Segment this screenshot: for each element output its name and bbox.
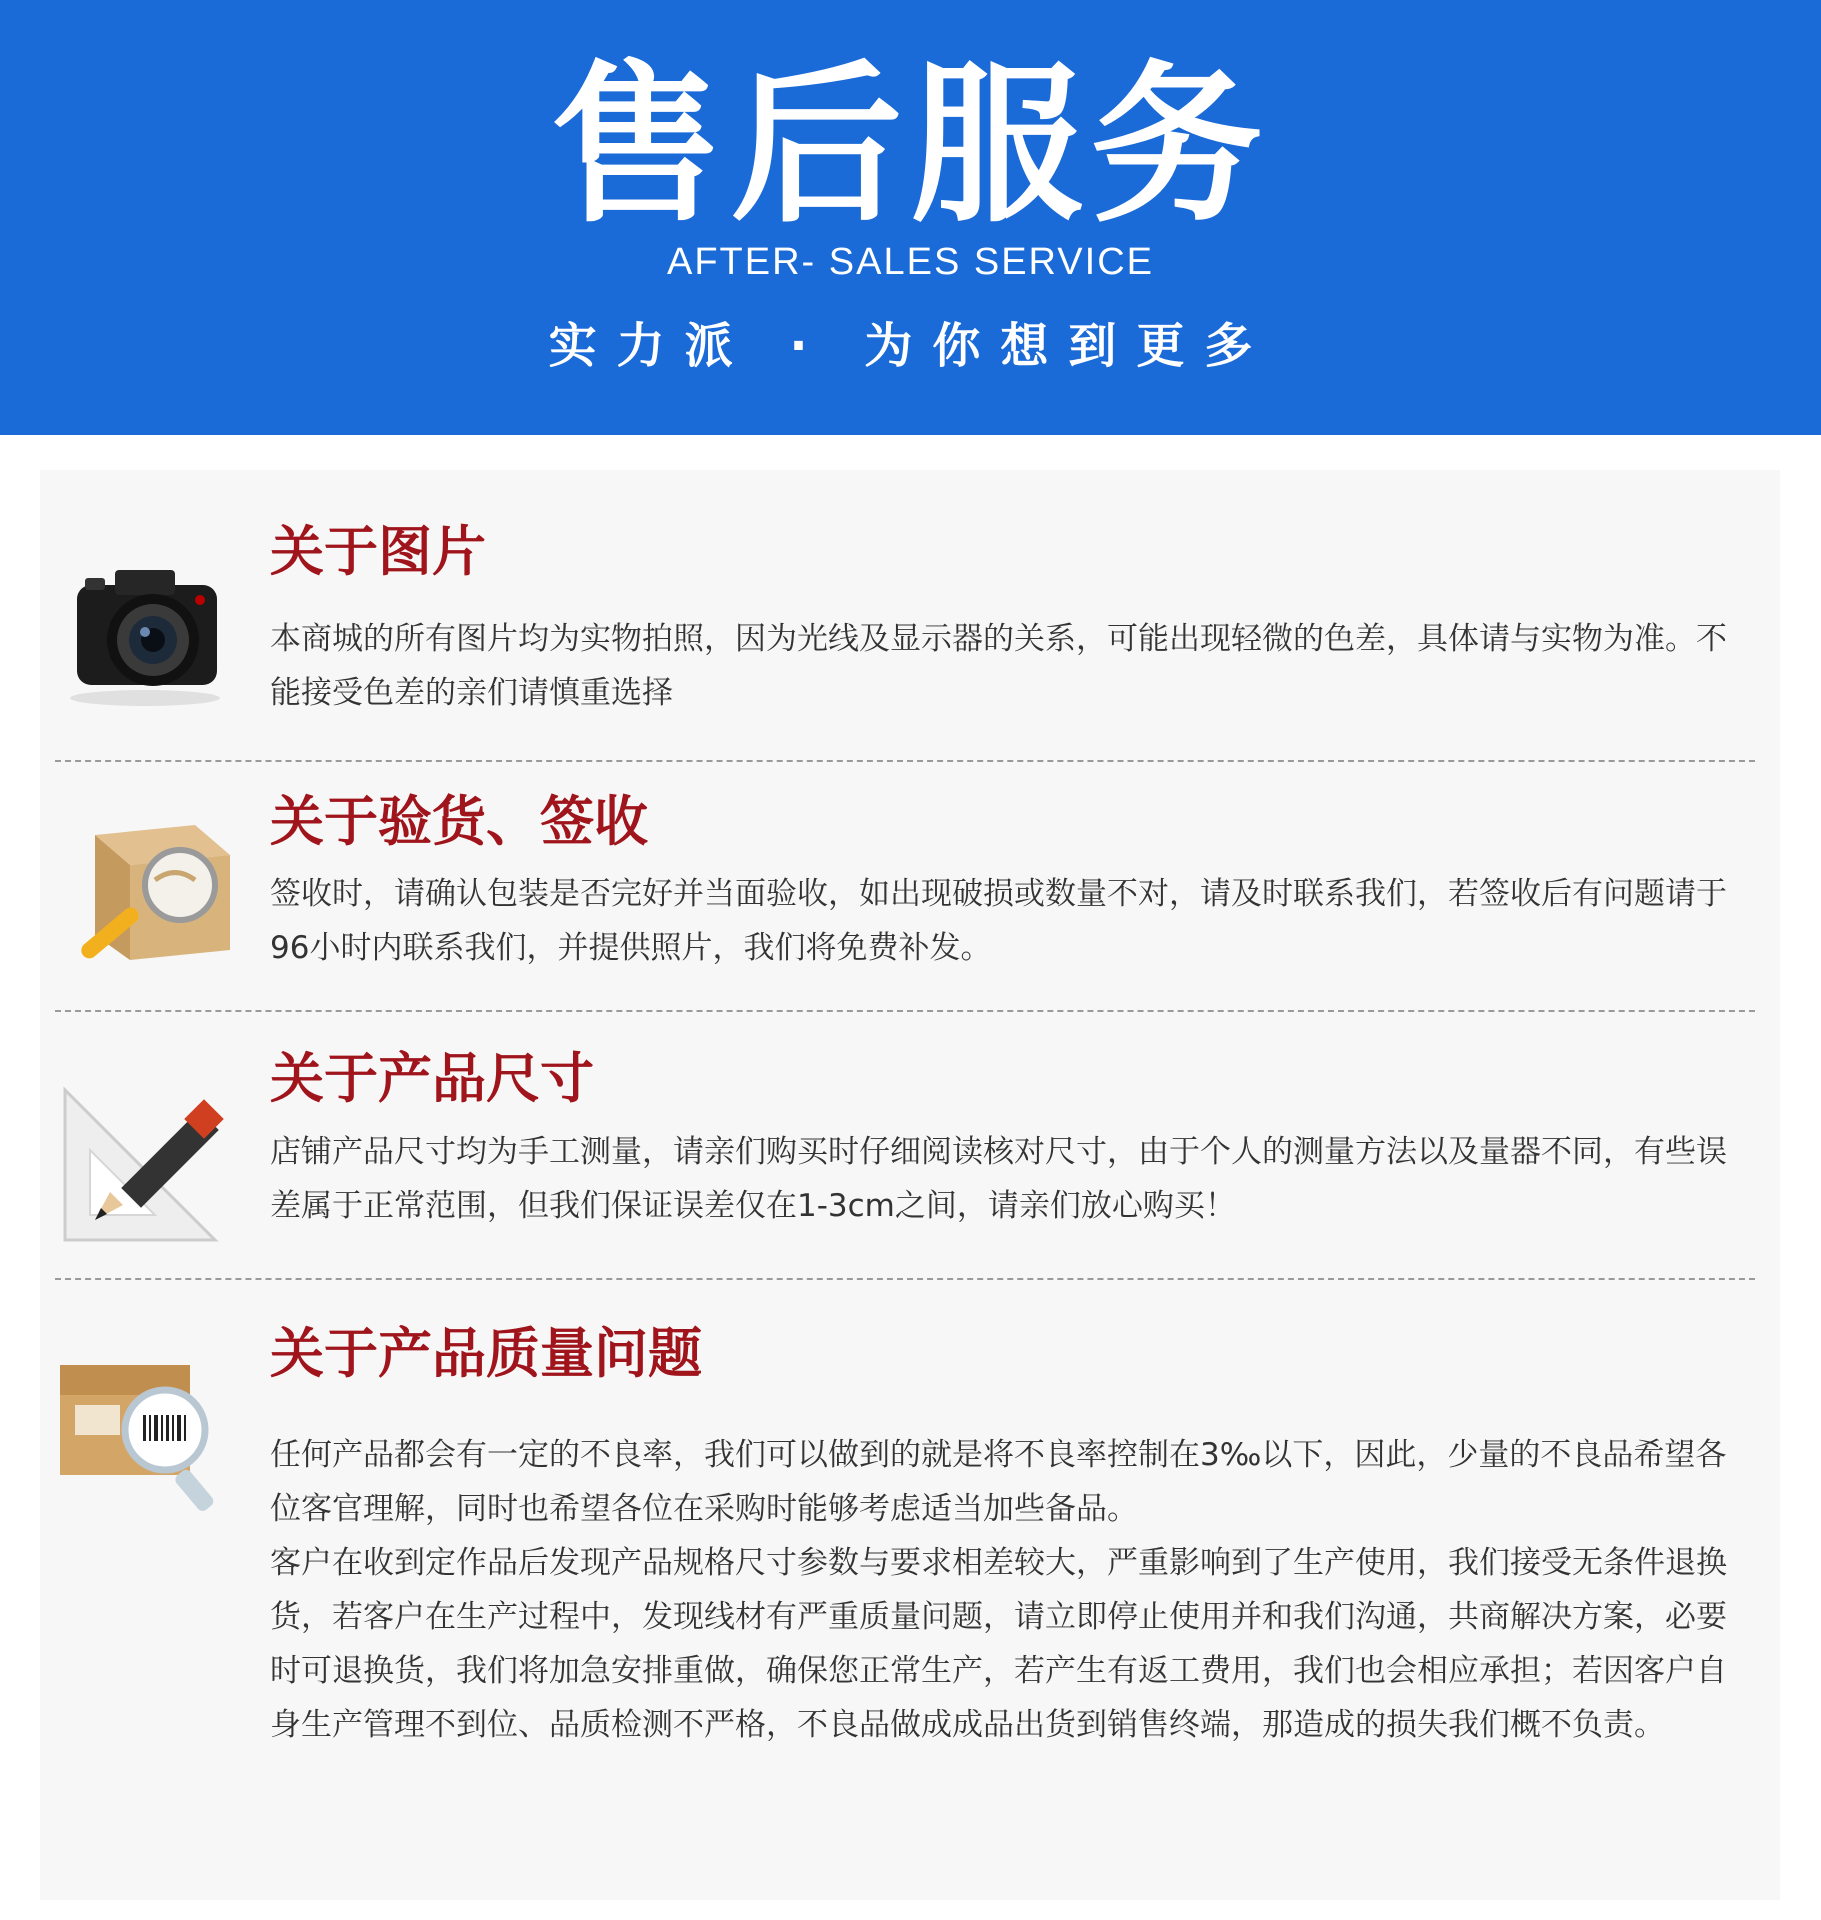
section-text: 店铺产品尺寸均为手工测量，请亲们购买时仔细阅读核对尺寸，由于个人的测量方法以及量器不同，有些误差属于正常范围，但我们保证误差仅在1-3cm之间，请亲们放心购买！: [270, 1134, 1727, 1224]
banner-slogan: 实力派 · 为你想到更多: [548, 318, 1273, 374]
package-inspect-icon: [55, 810, 235, 980]
section-inspection: [55, 770, 1755, 1005]
banner-title: 售后服务: [550, 43, 1271, 246]
section-text: 签收时，请确认包装是否完好并当面验收，如出现破损或数量不对，请及时联系我们，若签收后有问题请于96小时内联系我们，并提供照片，我们将免费补发。: [270, 876, 1727, 966]
header-banner: [0, 0, 1821, 435]
section-divider: [55, 1010, 1755, 1012]
section-text: 本商城的所有图片均为实物拍照，因为光线及显示器的关系，可能出现轻微的色差，具体请与实物为准。不能接受色差的亲们请慎重选择: [270, 621, 1727, 711]
camera-icon: [55, 540, 235, 710]
section-title: 关于验货、签收: [270, 790, 648, 853]
section-title: 关于图片: [270, 520, 486, 583]
section-text: 客户在收到定作品后发现产品规格尺寸参数与要求相差较大，严重影响到了生产使用，我们接受无条件退换货，若客户在生产过程中，发现线材有严重质量问题，请立即停止使用并和我们沟通，共商解决方案，必要时可退换货，我们将加急安排重做，确保您正常生产，若产生有返工费用，我们也会相应承担；若因客户自身生产管理不到位、品质检测不严格，不良品做成成品出货到销售终端，那造成的损失我们概不负责。: [270, 1545, 1727, 1743]
barcode-scan-icon: [55, 1350, 235, 1520]
section-text: 任何产品都会有一定的不良率，我们可以做到的就是将不良率控制在3‰以下，因此，少量的不良品希望各位客官理解，同时也希望各位在采购时能够考虑适当加些备品。: [270, 1437, 1727, 1527]
section-title: 关于产品尺寸: [270, 1047, 594, 1110]
section-divider: [55, 760, 1755, 762]
banner-subtitle: AFTER- SALES SERVICE: [667, 241, 1154, 283]
section-photos: [55, 500, 1755, 750]
section-divider: [55, 1278, 1755, 1280]
ruler-pencil-icon: [55, 1080, 235, 1250]
section-size: [55, 1025, 1755, 1265]
section-quality: [55, 1300, 1755, 1820]
section-title: 关于产品质量问题: [270, 1322, 702, 1385]
